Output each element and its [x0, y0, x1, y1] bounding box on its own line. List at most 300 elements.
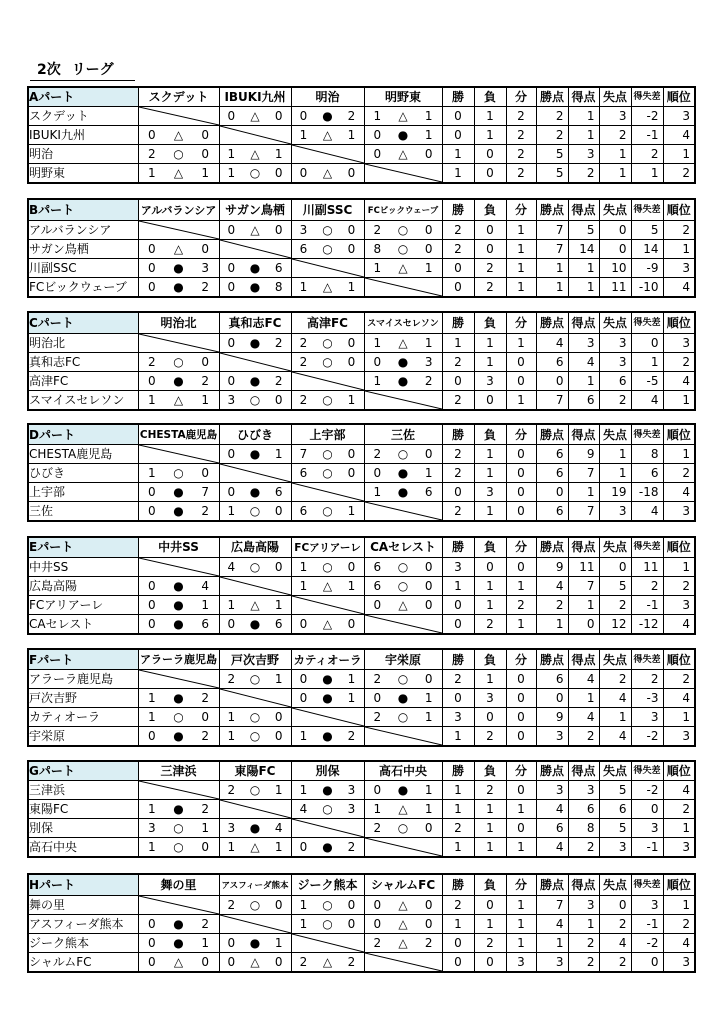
team-row — [28, 107, 695, 126]
stat-goals-against: 6 — [599, 371, 631, 390]
stat-rank: 4 — [663, 371, 695, 390]
result-mark: ○ — [249, 166, 261, 180]
stat-goals-against: 11 — [599, 278, 631, 298]
result-mark: ● — [322, 691, 333, 705]
stat-rank: 3 — [663, 952, 695, 972]
score-against: 1 — [347, 128, 356, 142]
team-row — [28, 371, 695, 390]
team-header — [138, 537, 219, 558]
match-result — [219, 483, 291, 502]
match-result — [138, 390, 219, 410]
result-mark: ● — [173, 935, 184, 950]
score-for: 1 — [227, 504, 236, 519]
stat-loss: 3 — [474, 483, 506, 502]
result-mark: ● — [173, 729, 184, 743]
result-mark: ● — [249, 821, 261, 836]
stat-goals-for: 1 — [568, 126, 599, 145]
result-mark: ● — [173, 691, 184, 705]
score-against: 0 — [274, 504, 283, 519]
match-result — [219, 819, 291, 838]
score-for: 7 — [299, 447, 308, 462]
result-mark: ○ — [397, 559, 409, 574]
result-mark: △ — [173, 166, 184, 180]
header-draw: 分 — [506, 537, 536, 558]
match-result — [219, 708, 291, 727]
score-for: 2 — [299, 354, 308, 369]
diagonal-cell — [219, 126, 291, 145]
score-for: 0 — [299, 840, 308, 855]
stat-win: 0 — [442, 689, 474, 708]
diagonal-cell — [138, 557, 219, 576]
score-for: 2 — [373, 710, 382, 724]
stat-loss: 0 — [474, 164, 506, 184]
result-mark: △ — [398, 335, 408, 350]
score-against: 0 — [424, 672, 433, 686]
result-mark: ○ — [173, 354, 184, 369]
team-header — [291, 199, 364, 221]
team-name: アルバランシア — [28, 221, 138, 240]
stat-draw: 2 — [506, 145, 536, 164]
diagonal-slash — [365, 838, 442, 856]
team-header-label: CHESTA鹿児島 — [139, 429, 218, 442]
header-rank: 順位 — [663, 87, 695, 107]
result-mark: ● — [397, 354, 409, 369]
score-against: 8 — [274, 280, 283, 295]
match-result — [138, 126, 219, 145]
result-mark: ● — [173, 504, 184, 519]
stat-rank: 2 — [663, 800, 695, 819]
diagonal-cell — [219, 914, 291, 933]
score-for: 0 — [227, 261, 236, 276]
score-against: 0 — [424, 147, 433, 161]
team-header — [219, 199, 291, 221]
score-against: 4 — [201, 578, 209, 593]
score-against: 2 — [201, 504, 209, 519]
score-for: 0 — [148, 373, 156, 388]
stat-rank: 1 — [663, 708, 695, 727]
stat-goals-for: 14 — [568, 240, 599, 259]
team-header-label: 別保 — [315, 764, 340, 779]
diagonal-slash — [220, 689, 291, 707]
result-mark: ○ — [397, 447, 409, 462]
stat-draw: 1 — [506, 221, 536, 240]
stat-points: 5 — [536, 145, 568, 164]
part-name: Fパート — [28, 649, 138, 670]
score-for: 0 — [148, 616, 156, 631]
diagonal-slash — [139, 558, 219, 576]
stat-rank: 4 — [663, 614, 695, 634]
team-name: CAセレスト — [28, 614, 138, 634]
match-result — [291, 727, 364, 747]
header-row — [28, 424, 695, 445]
stat-points: 1 — [536, 278, 568, 298]
diagonal-slash — [365, 615, 442, 633]
header-points: 勝点 — [536, 87, 568, 107]
stat-loss: 1 — [474, 107, 506, 126]
result-mark: ● — [322, 729, 333, 743]
stat-goals-for: 11 — [568, 557, 599, 576]
stat-draw: 3 — [506, 952, 536, 972]
part-b-table — [27, 198, 696, 298]
score-against: 2 — [274, 335, 283, 350]
team-header-label: 明治北 — [160, 315, 197, 330]
score-for: 0 — [373, 597, 382, 612]
header-draw: 分 — [506, 649, 536, 670]
team-name: 三佐 — [28, 502, 138, 522]
team-header — [138, 424, 219, 445]
score-against: 1 — [424, 691, 433, 705]
stat-loss: 3 — [474, 689, 506, 708]
score-against: 0 — [347, 166, 356, 180]
score-for: 0 — [148, 935, 156, 950]
header-rank: 順位 — [663, 199, 695, 221]
diagonal-slash — [365, 164, 442, 182]
score-for: 1 — [299, 128, 308, 142]
stat-loss: 0 — [474, 240, 506, 259]
stat-goals-against: 1 — [599, 164, 631, 184]
stat-goals-against: 3 — [599, 333, 631, 352]
stat-points: 3 — [536, 781, 568, 800]
team-header-label: サガン鳥栖 — [225, 203, 285, 218]
match-result — [364, 708, 442, 727]
stat-win: 1 — [442, 145, 474, 164]
score-for: 0 — [227, 280, 236, 295]
team-header-label: ジーク熊本 — [297, 877, 358, 892]
match-result — [364, 576, 442, 595]
result-mark: △ — [250, 223, 260, 238]
score-against: 0 — [424, 242, 433, 257]
diagonal-cell — [219, 576, 291, 595]
result-mark: ○ — [249, 783, 261, 798]
score-for: 0 — [373, 783, 382, 798]
match-result — [138, 240, 219, 259]
stat-goals-against: 2 — [599, 670, 631, 689]
score-for: 4 — [299, 802, 308, 817]
team-row — [28, 390, 695, 410]
stat-rank: 2 — [663, 221, 695, 240]
header-win: 勝 — [442, 761, 474, 781]
result-mark: △ — [322, 128, 333, 142]
header-goal-diff: 得失差 — [631, 761, 663, 781]
score-against: 1 — [201, 597, 209, 612]
match-result — [364, 464, 442, 483]
score-for: 2 — [299, 954, 308, 969]
stat-loss: 2 — [474, 259, 506, 278]
stat-goals-for: 1 — [568, 595, 599, 614]
team-header — [291, 424, 364, 445]
score-against: 0 — [201, 840, 209, 855]
stat-goals-for: 4 — [568, 670, 599, 689]
team-header — [364, 424, 442, 445]
stat-points: 4 — [536, 914, 568, 933]
team-header-label: 戸次吉野 — [230, 652, 279, 667]
header-rank: 順位 — [663, 424, 695, 445]
team-row — [28, 126, 695, 145]
stat-rank: 2 — [663, 352, 695, 371]
header-goal-diff: 得失差 — [631, 649, 663, 670]
stat-rank: 1 — [663, 445, 695, 464]
score-for: 0 — [299, 616, 308, 631]
stat-points: 9 — [536, 557, 568, 576]
score-for: 0 — [148, 954, 156, 969]
team-header — [138, 649, 219, 670]
stat-rank: 1 — [663, 390, 695, 410]
result-mark: ● — [397, 783, 409, 798]
diagonal-slash — [220, 800, 291, 818]
score-for: 0 — [373, 147, 382, 161]
header-draw: 分 — [506, 424, 536, 445]
header-win: 勝 — [442, 649, 474, 670]
stat-goal-diff: 2 — [631, 576, 663, 595]
score-for: 1 — [299, 559, 308, 574]
match-result — [364, 333, 442, 352]
match-result — [364, 781, 442, 800]
result-mark: ● — [173, 616, 184, 631]
stat-points: 1 — [536, 933, 568, 952]
stat-points: 6 — [536, 464, 568, 483]
stat-goals-against: 3 — [599, 107, 631, 126]
result-mark: △ — [322, 166, 333, 180]
diagonal-cell — [138, 221, 219, 240]
diagonal-cell — [364, 164, 442, 184]
team-name: スクデット — [28, 107, 138, 126]
diagonal-cell — [138, 107, 219, 126]
result-mark: △ — [398, 109, 408, 123]
match-result — [364, 107, 442, 126]
diagonal-cell — [138, 333, 219, 352]
result-mark: ● — [173, 578, 184, 593]
stat-rank: 4 — [663, 126, 695, 145]
diagonal-slash — [292, 483, 364, 501]
stat-rank: 3 — [663, 595, 695, 614]
team-row — [28, 781, 695, 800]
score-against: 0 — [347, 916, 356, 931]
team-row — [28, 221, 695, 240]
score-for: 1 — [148, 802, 156, 817]
team-row — [28, 145, 695, 164]
diagonal-slash — [139, 670, 219, 688]
match-result — [364, 371, 442, 390]
stat-goals-against: 4 — [599, 689, 631, 708]
result-mark: △ — [398, 916, 408, 931]
stat-loss: 0 — [474, 952, 506, 972]
diagonal-cell — [138, 895, 219, 914]
result-mark: ○ — [397, 223, 409, 238]
score-against: 2 — [347, 840, 356, 855]
team-header-label: 川副SSC — [302, 203, 353, 218]
match-result — [138, 352, 219, 371]
result-mark: ● — [322, 109, 333, 123]
team-header-label: アラーラ鹿児島 — [140, 653, 217, 666]
stat-win: 0 — [442, 595, 474, 614]
score-for: 1 — [299, 280, 308, 295]
team-row — [28, 614, 695, 634]
match-result — [291, 390, 364, 410]
score-against: 0 — [201, 147, 209, 161]
stat-goals-for: 3 — [568, 781, 599, 800]
stat-points: 7 — [536, 390, 568, 410]
team-header-label: 宇栄原 — [384, 652, 421, 667]
match-result — [219, 164, 291, 184]
match-result — [219, 952, 291, 972]
match-result — [219, 557, 291, 576]
stat-loss: 1 — [474, 352, 506, 371]
match-result — [219, 838, 291, 858]
score-for: 0 — [299, 691, 308, 705]
result-mark: ○ — [173, 840, 184, 855]
part-name: Hパート — [28, 874, 138, 896]
stat-points: 1 — [536, 259, 568, 278]
stat-win: 2 — [442, 819, 474, 838]
score-against: 1 — [424, 335, 433, 350]
stat-loss: 2 — [474, 614, 506, 634]
team-row — [28, 333, 695, 352]
stat-goals-for: 4 — [568, 708, 599, 727]
stat-rank: 2 — [663, 164, 695, 184]
header-win: 勝 — [442, 87, 474, 107]
result-mark: ○ — [249, 897, 261, 912]
team-row — [28, 557, 695, 576]
stat-goal-diff: -9 — [631, 259, 663, 278]
match-result — [364, 689, 442, 708]
stat-points: 2 — [536, 107, 568, 126]
stat-loss: 2 — [474, 933, 506, 952]
score-against: 1 — [274, 147, 283, 161]
stat-rank: 1 — [663, 819, 695, 838]
stat-draw: 0 — [506, 445, 536, 464]
header-goals-for: 得点 — [568, 874, 599, 896]
stat-goal-diff: 14 — [631, 240, 663, 259]
stat-draw: 1 — [506, 800, 536, 819]
stat-draw: 0 — [506, 557, 536, 576]
match-result — [291, 502, 364, 522]
result-mark: △ — [398, 597, 408, 612]
team-header — [138, 874, 219, 896]
team-header-label: カティオーラ — [293, 652, 362, 667]
stat-points: 6 — [536, 670, 568, 689]
score-for: 0 — [373, 354, 382, 369]
team-row — [28, 259, 695, 278]
score-for: 1 — [299, 578, 308, 593]
match-result — [291, 333, 364, 352]
result-mark: ○ — [249, 559, 261, 574]
stat-win: 1 — [442, 576, 474, 595]
stat-win: 2 — [442, 240, 474, 259]
result-mark: ● — [397, 373, 409, 388]
match-result — [138, 689, 219, 708]
header-goals-against: 失点 — [599, 761, 631, 781]
diagonal-slash — [292, 372, 364, 390]
result-mark: ● — [173, 261, 184, 276]
diagonal-slash — [365, 391, 442, 409]
stat-win: 2 — [442, 221, 474, 240]
stat-points: 7 — [536, 895, 568, 914]
team-name: 東陽FC — [28, 800, 138, 819]
stat-draw: 0 — [506, 689, 536, 708]
score-for: 0 — [227, 954, 236, 969]
team-name: アスフィーダ熊本 — [28, 914, 138, 933]
header-points: 勝点 — [536, 199, 568, 221]
match-result — [138, 819, 219, 838]
score-for: 2 — [373, 672, 382, 686]
match-result — [291, 800, 364, 819]
stat-goals-against: 19 — [599, 483, 631, 502]
team-header — [364, 199, 442, 221]
team-row — [28, 502, 695, 522]
stat-goal-diff: -2 — [631, 727, 663, 747]
score-for: 1 — [373, 109, 382, 123]
stat-rank: 4 — [663, 689, 695, 708]
score-against: 2 — [347, 109, 356, 123]
diagonal-slash — [139, 221, 219, 239]
score-against: 1 — [274, 783, 283, 798]
header-goals-against: 失点 — [599, 199, 631, 221]
stat-rank: 3 — [663, 333, 695, 352]
stat-goals-against: 5 — [599, 576, 631, 595]
match-result — [219, 502, 291, 522]
diagonal-cell — [291, 259, 364, 278]
header-goals-against: 失点 — [599, 424, 631, 445]
header-row — [28, 874, 695, 896]
stat-goals-for: 2 — [568, 952, 599, 972]
stat-goals-against: 12 — [599, 614, 631, 634]
match-result — [138, 576, 219, 595]
result-mark: ○ — [322, 335, 333, 350]
stat-goals-against: 0 — [599, 895, 631, 914]
stat-win: 2 — [442, 445, 474, 464]
team-row — [28, 576, 695, 595]
match-result — [364, 352, 442, 371]
stat-goals-for: 8 — [568, 819, 599, 838]
score-against: 2 — [347, 729, 356, 743]
result-mark: ○ — [397, 578, 409, 593]
part-name: Aパート — [28, 87, 138, 107]
stat-loss: 1 — [474, 464, 506, 483]
score-for: 0 — [148, 242, 156, 257]
score-for: 6 — [373, 559, 382, 574]
diagonal-cell — [291, 145, 364, 164]
stat-loss: 2 — [474, 727, 506, 747]
stat-goals-against: 5 — [599, 781, 631, 800]
score-against: 1 — [424, 466, 433, 481]
stat-win: 1 — [442, 164, 474, 184]
header-row — [28, 312, 695, 334]
header-goals-for: 得点 — [568, 761, 599, 781]
header-row — [28, 649, 695, 670]
score-against: 1 — [274, 840, 283, 855]
match-result — [219, 445, 291, 464]
diagonal-cell — [291, 933, 364, 952]
result-mark: △ — [398, 147, 408, 161]
team-header — [291, 761, 364, 781]
stat-goals-against: 3 — [599, 838, 631, 858]
team-name: 明治北 — [28, 333, 138, 352]
stat-points: 2 — [536, 595, 568, 614]
stat-draw: 1 — [506, 895, 536, 914]
diagonal-slash — [292, 596, 364, 614]
match-result — [364, 933, 442, 952]
match-result — [291, 689, 364, 708]
score-against: 0 — [201, 710, 209, 724]
stat-goal-diff: -2 — [631, 107, 663, 126]
stat-loss: 1 — [474, 333, 506, 352]
header-draw: 分 — [506, 874, 536, 896]
part-name: Eパート — [28, 537, 138, 558]
stat-win: 0 — [442, 259, 474, 278]
stat-goal-diff: 3 — [631, 819, 663, 838]
score-against: 0 — [347, 242, 356, 257]
score-against: 1 — [424, 802, 433, 817]
